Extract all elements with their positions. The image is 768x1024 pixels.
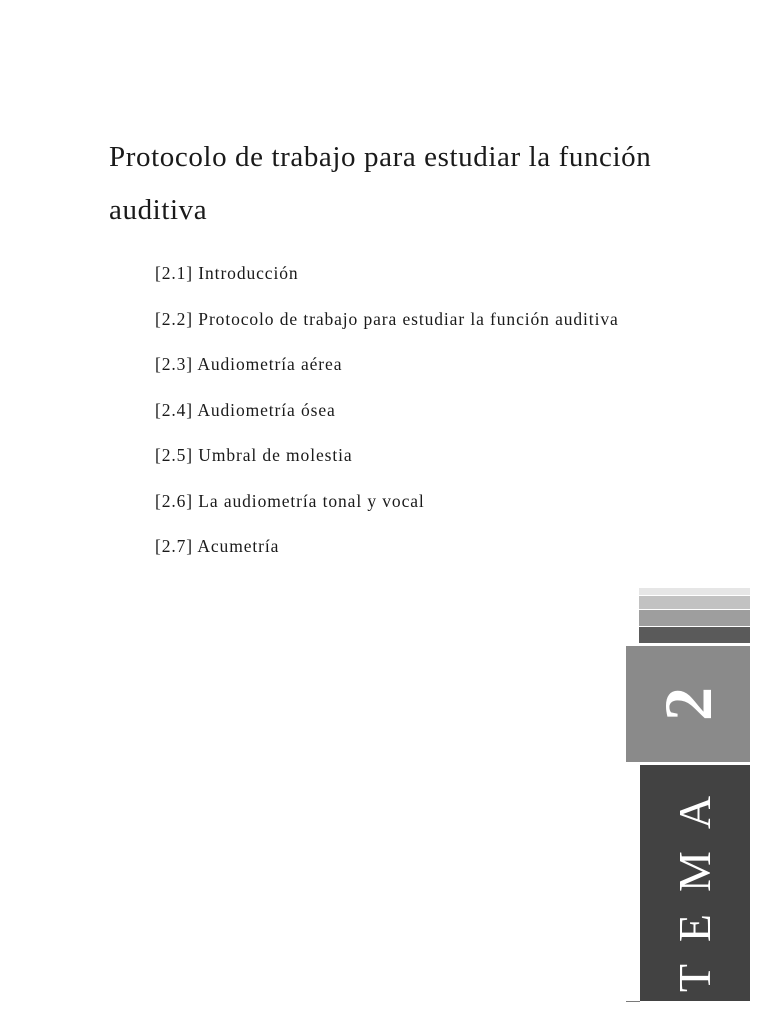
chapter-number: 2 — [650, 687, 726, 721]
tab-stripe-dark — [639, 627, 750, 643]
tab-stripe-lightest — [639, 588, 750, 595]
toc-item-2-5: [2.5] Umbral de molestia — [155, 445, 353, 465]
tab-stripe-medium — [639, 610, 750, 626]
chapter-word: TEMA — [669, 773, 720, 993]
chapter-number-tab — [626, 646, 750, 762]
chapter-word-tab — [640, 765, 750, 1001]
toc-item-2-2: [2.2] Protocolo de trabajo para estudiar la función auditiva — [155, 308, 619, 329]
bottom-rule — [626, 1001, 640, 1002]
toc-item-2-3: [2.3] Audiometría aérea — [155, 354, 343, 374]
table-of-contents — [155, 258, 619, 577]
toc-item-2-6: [2.6] La audiometría tonal y vocal — [155, 490, 425, 511]
page-title: Protocolo de trabajo para estudiar la función auditiva — [109, 141, 652, 226]
toc-item-2-4: [2.4] Audiometría ósea — [155, 399, 336, 420]
toc-item-2-7: [2.7] Acumetría — [155, 536, 280, 556]
toc-item-2-1: [2.1] Introducción — [155, 263, 299, 283]
tab-stripe-light — [639, 596, 750, 609]
